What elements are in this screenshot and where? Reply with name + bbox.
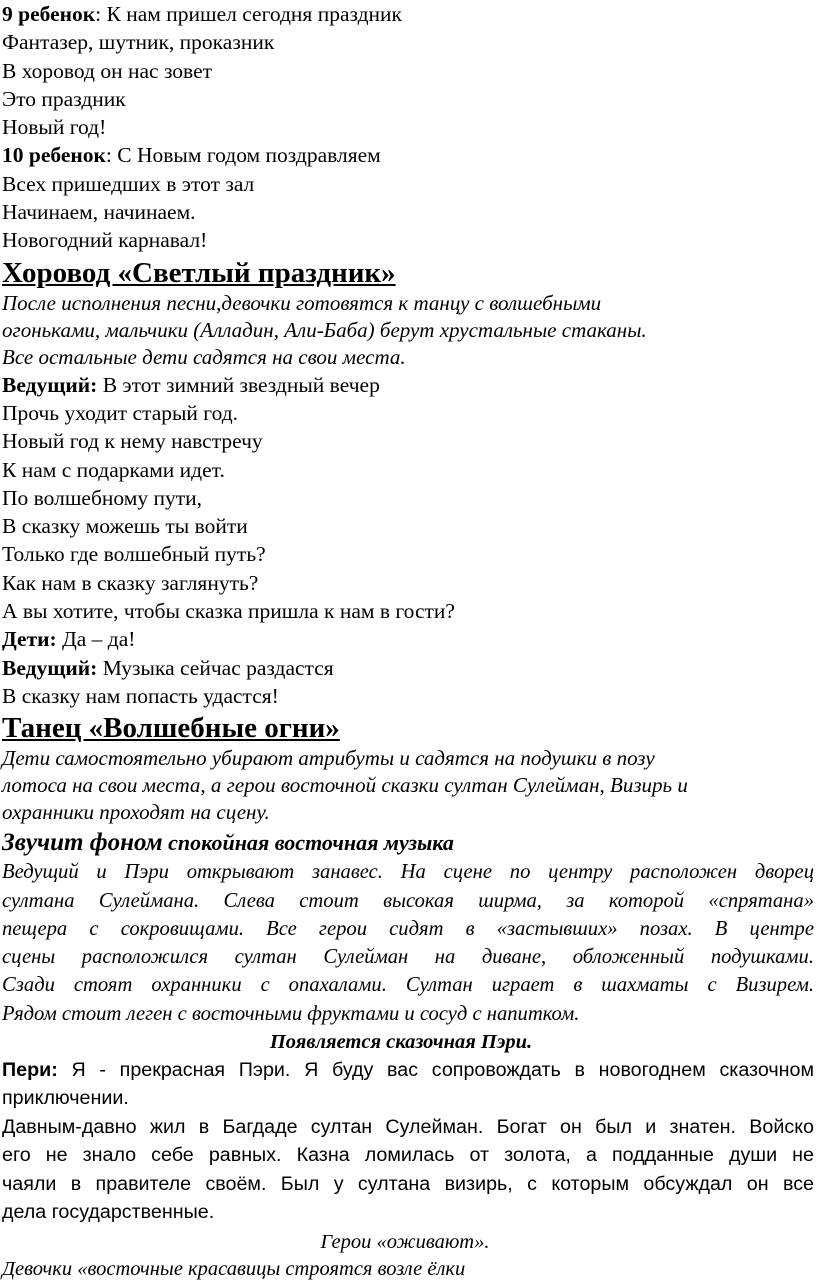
poem-line: К нам с подарками идет. <box>2 457 225 482</box>
section-heading: Танец «Волшебные огни» <box>2 712 340 745</box>
peri-speech <box>2 1056 814 1226</box>
poem-line: Новый год к нему навстречу <box>2 429 263 454</box>
stage-description <box>2 858 814 1028</box>
speaker-label: 10 ребенок <box>2 143 106 168</box>
speaker-label: Дети: <box>2 627 57 652</box>
poem-line: Прочь уходит старый год. <box>2 400 239 425</box>
poem-line: Начинаем, начинаем. <box>2 200 196 225</box>
peri-appears-note: Появляется сказочная Пэри. <box>269 1031 533 1054</box>
poem-line <box>2 654 814 682</box>
document-page <box>2 0 814 1282</box>
speech-line: приключении. <box>2 1087 129 1110</box>
poem-text: : К нам пришел сегодня праздник <box>95 2 402 26</box>
speaker-label: Ведущий: <box>2 372 98 397</box>
stage-line: Ведущий и Пэри открывают занавес. На сцене по центру расположен дворец <box>2 861 814 884</box>
heroes-revive-note: Герои «оживают». <box>320 1231 490 1254</box>
story-line: Давным-давно жил в Багдаде султан Сулейман. Богат он был и знатен. Войско <box>2 1115 814 1138</box>
poem-line <box>2 371 814 399</box>
poem-line: Фантазер, шутник, проказник <box>2 30 275 55</box>
stage-note: огоньками, мальчики (Алладин, Али-Баба) берут хрустальные стаканы. <box>2 317 647 342</box>
poem-line: В сказку нам попасть удастся! <box>2 683 279 708</box>
poem-text: В этот зимний звездный вечер <box>97 372 380 397</box>
speaker-label: Пери: <box>2 1059 58 1082</box>
poem-line: Новый год! <box>2 115 107 140</box>
poem-line <box>2 0 814 28</box>
music-cue-detail: спокойная восточная музыка <box>162 830 454 856</box>
story-line: чаяли в правителе своём. Был у султана визирь, с которым обсуждал он все <box>2 1172 814 1195</box>
story-line: дела государственные. <box>2 1201 215 1224</box>
poem-line: Только где волшебный путь? <box>2 542 266 567</box>
poem-text: : С Новым годом поздравляем <box>105 143 381 168</box>
stage-note: Девочки «восточные красавицы строятся возле ёлки <box>2 1258 466 1281</box>
speaker-label: Ведущий: <box>2 655 98 680</box>
poem-text: Да – да! <box>56 627 136 652</box>
section-heading: Хоровод «Светлый праздник» <box>2 256 396 289</box>
poem-line: В сказку можешь ты войти <box>2 514 248 539</box>
stage-line: Рядом стоит леген с восточными фруктами и сосуд с напитком. <box>2 1002 580 1025</box>
stage-note: Дети самостоятельно убирают атрибуты и садятся на подушки в позу <box>2 746 655 771</box>
stage-line: султана Сулеймана. Слева стоит высокая ширма, за которой «спрятана» <box>2 889 814 912</box>
stage-line: пещера с сокровищами. Все герои сидят в «застывших» позах. В центре <box>2 917 814 940</box>
stage-note: лотоса на свои места, а герои восточной сказки султан Сулейман, Визирь и <box>2 773 688 798</box>
poem-line: А вы хотите, чтобы сказка пришла к нам в гости? <box>2 599 455 624</box>
poem-line: Как нам в сказку заглянуть? <box>2 570 259 595</box>
poem-line <box>2 141 814 169</box>
poem-text: Музыка сейчас раздастся <box>97 655 334 680</box>
poem-line: По волшебному пути, <box>2 485 202 510</box>
stage-note: Все остальные дети садятся на свои места. <box>2 344 406 369</box>
poem-line: В хоровод он нас зовет <box>2 58 213 83</box>
poem-line: Это праздник <box>2 86 126 111</box>
stage-line: сцены расположился султан Сулейман на диване, обложенный подушками. <box>2 946 814 969</box>
poem-line: Всех пришедших в этот зал <box>2 171 255 196</box>
speech-line <box>2 1056 814 1084</box>
speaker-label: 9 ребенок <box>2 2 96 26</box>
story-line: его не знало себе равных. Казна ломилась от золота, а подданные души не <box>2 1144 814 1167</box>
stage-note: охранники проходят на сцену. <box>2 800 270 825</box>
stage-note: После исполнения песни,девочки готовятся к танцу с волшебными <box>2 290 602 315</box>
music-cue <box>2 828 814 858</box>
speech-text: Я - прекрасная Пэри. Я буду вас сопровождать в новогоднем сказочном <box>57 1059 814 1082</box>
poem-line: Новогодний карнавал! <box>2 228 208 253</box>
stage-line: Сзади стоят охранники с опахалами. Султан играет в шахматы с Визирем. <box>2 974 814 997</box>
music-cue-main: Звучит фоном <box>2 829 163 857</box>
poem-line <box>2 625 814 653</box>
